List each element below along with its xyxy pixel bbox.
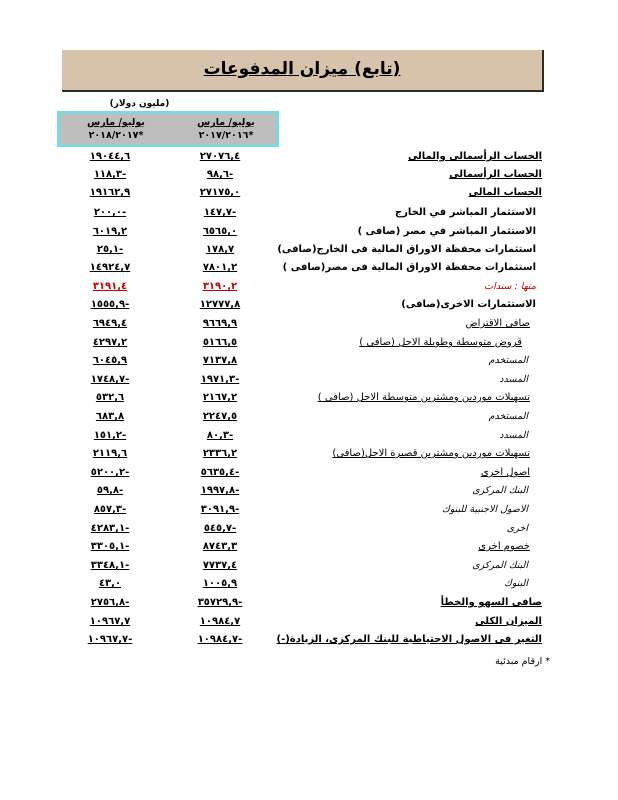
value-2017: ١٠٩٨٤,٧: [199, 616, 241, 627]
table-row: [0, 541, 618, 559]
unit-label: (مليون دولار): [109, 99, 170, 109]
row-label: المسدد: [499, 374, 528, 385]
table-row: [0, 187, 618, 205]
row-label: الحساب الرأسمالى: [449, 169, 542, 180]
table-row: [0, 226, 618, 244]
column-period: يوليو/ مارس: [197, 117, 255, 128]
row-label: تسهيلات موردين ومشترين قصيرة الاجل(صافى): [332, 448, 530, 459]
value-2018: ١٤٩٢٤,٧: [89, 262, 131, 273]
table-row: [0, 169, 618, 187]
table-row: [0, 355, 618, 373]
value-2017: -١٤٧,٧: [203, 207, 237, 218]
table-row: [0, 337, 618, 355]
value-2017: ٢٧٠٧٦,٤: [199, 151, 241, 162]
row-label: خصوم اخرى: [478, 541, 530, 552]
table-row: [0, 244, 618, 262]
row-label: البنك المركزى: [472, 485, 528, 496]
value-2018: -٢٥,١: [96, 244, 124, 255]
table-row: [0, 411, 618, 429]
value-2017: ٢٢٤٧,٥: [202, 411, 238, 422]
value-2018: ٢١١٩,٦: [92, 448, 128, 459]
table-row: [0, 281, 618, 299]
row-label: البنك المركزى: [472, 560, 528, 571]
value-2017: ٦٥٦٥,٠: [202, 226, 238, 237]
row-label: اخرى: [506, 523, 528, 534]
row-label: المستخدم: [488, 411, 528, 422]
value-2018: ٦٩٤٩,٤: [92, 318, 128, 329]
value-2017: -٥٦٣٥,٤: [200, 467, 240, 478]
value-2018: ١٩١٦٢,٩: [89, 187, 131, 198]
value-2018: ٦٨٣,٨: [95, 411, 125, 422]
value-2018: -١١٨,٣: [93, 169, 127, 180]
value-2017: -٩٨,٦: [206, 169, 234, 180]
table-row: [0, 299, 618, 317]
value-2018: -١٥١,٢: [93, 430, 127, 441]
row-label: استثمارات محفظة الاوراق المالية فى مصر(صافى ): [282, 262, 536, 273]
row-label: صافى السهو والخطأ: [440, 597, 542, 608]
value-2018: ٤٢٩٧,٢: [92, 337, 128, 348]
value-2018: -١٠٩٦٧,٧: [87, 634, 133, 645]
table-row: [0, 467, 618, 485]
table-row: [0, 318, 618, 336]
table-row: [0, 262, 618, 280]
page-title: (تابع) ميزان المدفوعات: [203, 59, 401, 79]
value-2018: ٦٠١٩,٢: [92, 226, 128, 237]
value-2017: -١٩٩٧,٨: [200, 485, 240, 496]
value-2018: -٢٠٠,٠: [93, 207, 127, 218]
table-row: [0, 560, 618, 578]
value-2018: -١٧٤٨,٧: [90, 374, 130, 385]
value-2018: -٤٢٨٣,١: [90, 523, 130, 534]
row-label: منها : سندات: [484, 281, 536, 292]
value-2018: -١٥٥٥,٩: [90, 299, 130, 310]
table-row: [0, 504, 618, 522]
value-2017: ٧١٣٧,٨: [202, 355, 238, 366]
value-2018: -٢٧٥٦,٨: [90, 597, 130, 608]
value-2017: ٩٦٦٩,٩: [202, 318, 238, 329]
row-label: الاصول الاجنبية للبنوك: [441, 504, 528, 515]
row-label: تسهيلات موردين ومشترين متوسطة الاجل (صافى ): [317, 392, 530, 403]
value-2017: ٧٨٠١,٢: [202, 262, 238, 273]
table-row: [0, 430, 618, 448]
footnote: * ارقام مبدئية: [495, 656, 550, 667]
table-row: [0, 485, 618, 503]
value-2018: ١٩٠٤٤,٦: [89, 151, 131, 162]
value-2017: ٥١٦٦,٥: [202, 337, 238, 348]
title-banner: [62, 50, 544, 92]
value-2017: -٥٤٥,٧: [203, 523, 237, 534]
table-row: [0, 616, 618, 634]
value-2018: ٦٠٤٥,٩: [92, 355, 128, 366]
column-year: *۲۰۱۸/۲۰۱۷: [88, 130, 144, 141]
table-row: [0, 597, 618, 615]
row-label: البنوك: [503, 578, 528, 589]
value-2017: ١٧٨,٧: [205, 244, 235, 255]
value-2017: ١٢٧٧٧,٨: [199, 299, 241, 310]
value-2018: ٣١٩١,٤: [92, 281, 128, 292]
row-label: الاستثمار المباشر في الخارج: [394, 207, 536, 218]
row-label: التغير فى الاصول الاحتياطية للبنك المركزى، الزيادة(-): [276, 634, 542, 645]
row-label: المستخدم: [488, 355, 528, 366]
column-period: يوليو/ مارس: [87, 117, 145, 128]
value-2017: ٣١٩٠,٢: [202, 281, 238, 292]
table-row: [0, 578, 618, 596]
column-header-2018: [63, 116, 169, 142]
value-2017: ١٠٠٥,٩: [202, 578, 238, 589]
row-label: الحساب الرأسمالى والمالى: [407, 151, 542, 162]
value-2017: ٨٧٤٣,٣: [202, 541, 238, 552]
value-2017: -٣٠٩١,٩: [200, 504, 240, 515]
table-row: [0, 448, 618, 466]
value-2018: -٣٣٤٨,١: [90, 560, 130, 571]
value-2018: -٨٥٧,٣: [93, 504, 127, 515]
value-2018: -٣٣٠٥,١: [90, 541, 130, 552]
value-2018: ١٠٩٦٧,٧: [89, 616, 131, 627]
column-header-2017: [173, 116, 279, 142]
value-2017: -٨٠,٣: [206, 430, 234, 441]
value-2017: ٧٧٣٧,٤: [202, 560, 238, 571]
table-row: [0, 374, 618, 392]
value-2017: ٢٣٣٦,٢: [202, 448, 238, 459]
value-2018: -٥٢٠٠,٢: [90, 467, 130, 478]
row-label: صافى الاقتراض: [465, 318, 530, 329]
row-label: قروض متوسطة وطويلة الاجل (صافى ): [359, 337, 522, 348]
column-year: *۲۰۱۷/۲۰۱٦: [198, 130, 254, 141]
row-label: اصول اخرى: [480, 467, 530, 478]
value-2017: -٣٥٧٢٩,٩: [197, 597, 243, 608]
value-2018: ٥٣٢,٦: [95, 392, 125, 403]
table-row: [0, 207, 618, 225]
row-label: الميزان الكلى: [475, 616, 542, 627]
row-label: الحساب المالى: [468, 187, 542, 198]
value-2018: ٤٣,٠: [98, 578, 122, 589]
value-2017: ٢١٦٧,٢: [202, 392, 238, 403]
column-header: [57, 111, 279, 147]
table-row: [0, 634, 618, 652]
row-label: الاستثمارات الاخرى(صافى): [401, 299, 536, 310]
value-2018: -٥٩,٨: [96, 485, 124, 496]
table-row: [0, 523, 618, 541]
value-2017: -١٩٧١,٣: [200, 374, 240, 385]
row-label: الاستثمار المباشر في مصر (صافى ): [357, 226, 536, 237]
value-2017: -١٠٩٨٤,٧: [197, 634, 243, 645]
value-2017: ٢٧١٧٥,٠: [199, 187, 241, 198]
row-label: المسدد: [499, 430, 528, 441]
table-row: [0, 392, 618, 410]
row-label: استثمارات محفظة الاوراق المالية فى الخارج(صافى): [277, 244, 536, 255]
table-row: [0, 151, 618, 169]
